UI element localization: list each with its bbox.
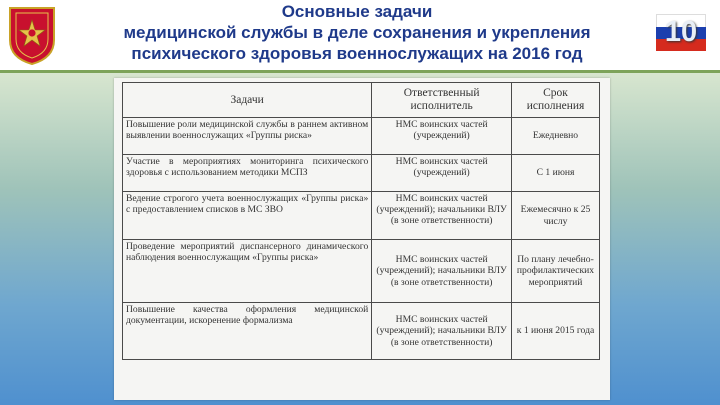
task-cell: Повышение роли медицинской службы в раннем активном выявлении военнослужащих «Группы риска»	[123, 118, 372, 155]
deadline-cell: к 1 июня 2015 года	[512, 303, 600, 360]
task-cell: Проведение мероприятий диспансерного динамического наблюдения военнослужащим «Группы риска»	[123, 240, 372, 303]
slide-header	[0, 0, 720, 72]
task-cell: Участие в мероприятиях мониторинга психического здоровья с использованием методики МСПЗ	[123, 155, 372, 192]
responsible-cell: НМС воинских частей (учреждений)	[372, 155, 512, 192]
task-cell: Повышение качества оформления медицинской документации, искоренение формализма	[123, 303, 372, 360]
table-row	[123, 118, 600, 155]
deadline-cell: По плану лечебно-профилактических мероприятий	[512, 240, 600, 303]
military-emblem-icon	[6, 4, 58, 66]
title-line-2: медицинской службы в деле сохранения и укрепления	[123, 23, 591, 42]
task-cell: Ведение строгого учета военнослужащих «Группы риска» с предоставлением списков в МС ЗВО	[123, 192, 372, 240]
responsible-cell: НМС воинских частей (учреждений)	[372, 118, 512, 155]
deadline-cell: С 1 июня	[512, 155, 600, 192]
responsible-cell: НМС воинских частей (учреждений); начальники ВЛУ (в зоне ответственности)	[372, 303, 512, 360]
table-header-row	[123, 83, 600, 118]
table-row	[123, 155, 600, 192]
header-tasks: Задачи	[123, 83, 372, 118]
document-scan	[114, 78, 610, 400]
responsible-cell: НМС воинских частей (учреждений); начальники ВЛУ (в зоне ответственности)	[372, 240, 512, 303]
title-line-3: психического здоровья военнослужащих на 2016 год	[131, 44, 583, 63]
slide-title	[62, 2, 652, 64]
title-line-1: Основные задачи	[281, 2, 433, 21]
header-divider	[0, 70, 720, 73]
responsible-cell: НМС воинских частей (учреждений); начальники ВЛУ (в зоне ответственности)	[372, 192, 512, 240]
slide-number: 10	[664, 16, 698, 48]
deadline-cell: Ежедневно	[512, 118, 600, 155]
header-deadline: Срок исполнения	[512, 83, 600, 118]
table-row	[123, 240, 600, 303]
header-responsible: Ответственный исполнитель	[372, 83, 512, 118]
deadline-cell: Ежемесячно к 25 числу	[512, 192, 600, 240]
table-row	[123, 192, 600, 240]
tasks-table	[122, 82, 600, 360]
table-row	[123, 303, 600, 360]
